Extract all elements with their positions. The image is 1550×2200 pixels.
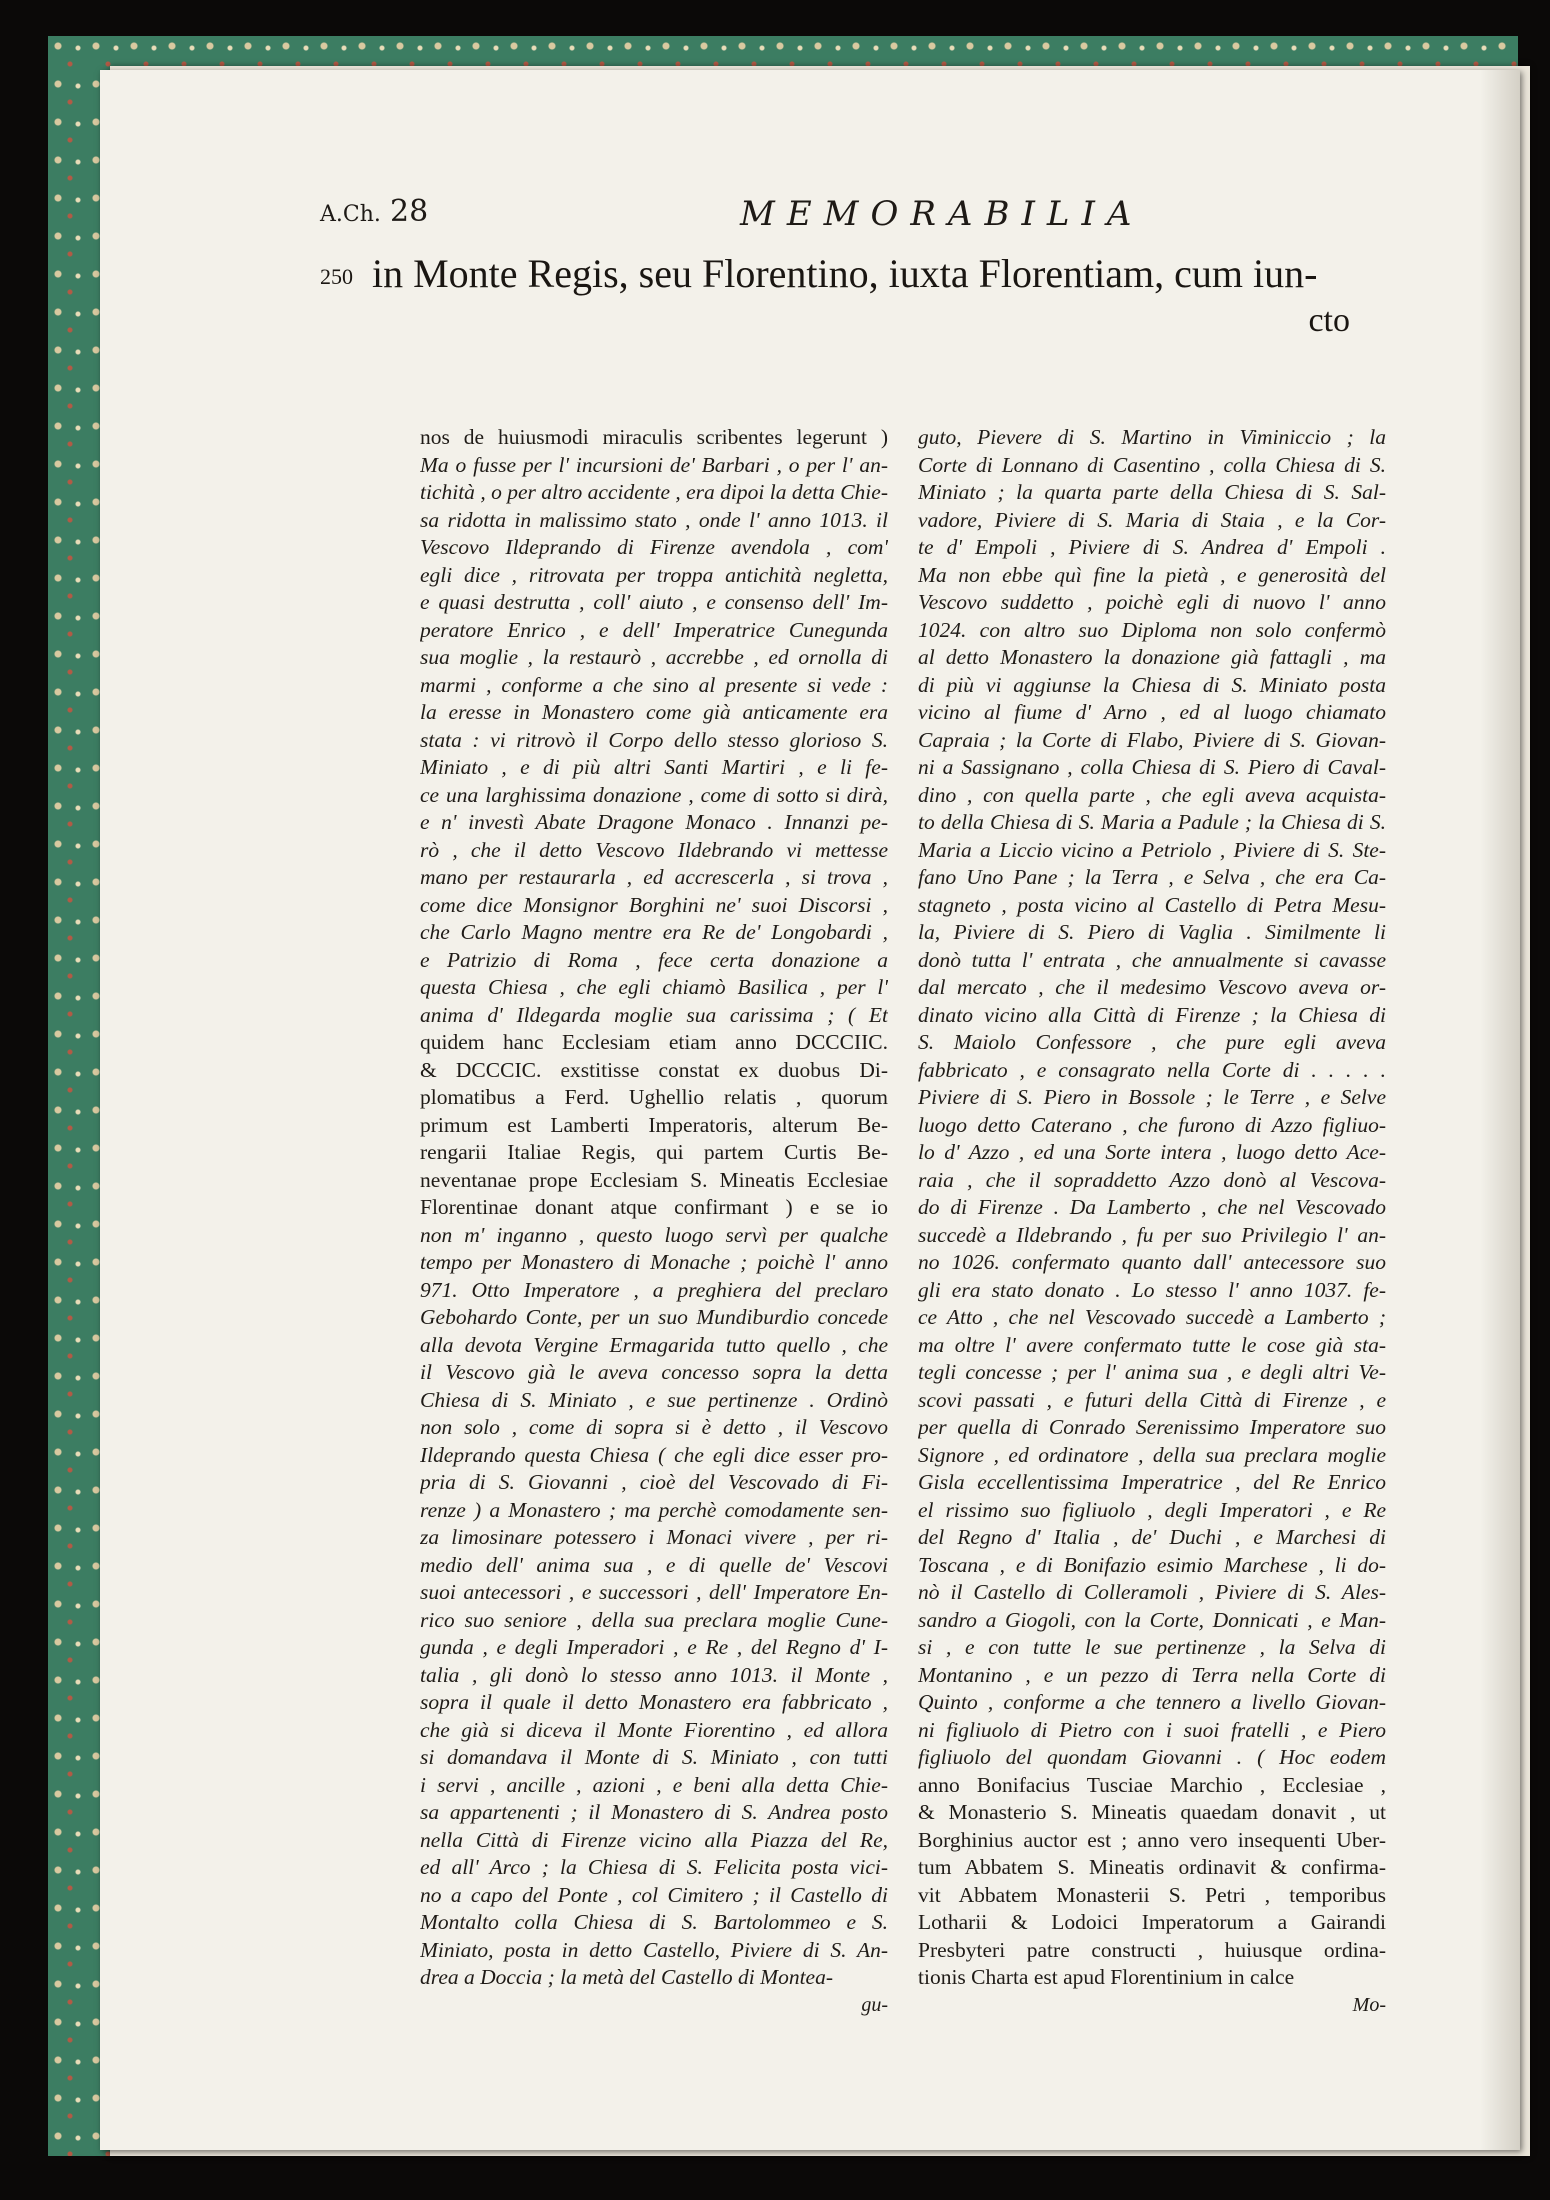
text-line: Borghinius auctor est ; anno vero insequenti Uber- [918,1827,1386,1852]
text-line: anima d' Ildegarda moglie sua carissima ; ( Et [420,1002,888,1027]
text-line: Miniato , e di più altri Santi Martiri , e li fe- [420,755,888,779]
right-column [918,424,1386,2019]
catchword: Mo- [1352,1993,1386,2016]
text-line: Ma non ebbe quì fine la pietà , e generosità del [918,562,1386,587]
text-line: Corte di Lonnano di Casentino , colla Chiesa di S. [918,452,1386,477]
text-line: donò tutta l' entrata , che annualmente si cavasse [918,947,1386,972]
text-line: non m' inganno , questo luogo servì per qualche [420,1222,888,1247]
text-line: Vescovo suddetto , poichè egli di nuovo l' anno [918,590,1386,614]
text-line: tichità , o per altro accidente , era dipoi la detta Chie- [420,480,888,504]
text-line: tempo per Monastero di Monache ; poichè l' anno [420,1250,888,1274]
page-number: 28 [390,194,429,229]
text-line: quidem hanc Ecclesiam etiam anno DCCCIIC. [420,1030,888,1054]
text-line: to della Chiesa di S. Maria a Padule ; la Chiesa di S. [918,810,1386,834]
text-line: & DCCCIC. exstitisse constat ex duobus Di- [420,1057,888,1082]
text-line: el rissimo suo figliuolo , degli Imperatori , e Re [918,1497,1386,1522]
text-line: vit Abbatem Monasterii S. Petri , temporibus [918,1882,1386,1907]
text-line: rico suo seniore , della sua preclara moglie Cune- [420,1607,888,1632]
text-line: stagneto , posta vicino al Castello di Petra Mesu- [918,892,1386,917]
text-line: egli dice , ritrovata per troppa antichità negletta, [420,562,888,587]
text-line: renze ) a Monastero ; ma perchè comodamente sen- [420,1497,888,1522]
text-line: alla devota Vergine Ermagarida tutto quello , che [420,1332,888,1357]
text-line: Capraia ; la Corte di Flabo, Piviere di S. Giovan- [918,727,1386,752]
text-line: ni a Sassignano , colla Chiesa di S. Piero di Caval- [918,755,1386,779]
text-line: sandro a Giogoli, con la Corte, Donnicati , e Man- [918,1607,1386,1632]
text-line: Piviere di S. Piero in Bossole ; le Terre , e Selve [918,1085,1386,1109]
text-line: Montanino , e un pezzo di Terra nella Corte di [918,1662,1386,1687]
text-line: Signore , ed ordinatore , della sua preclara moglie [918,1442,1386,1467]
text-line: e Patrizio di Roma , fece certa donazione a [420,947,888,972]
text-line: primum est Lamberti Imperatoris, alterum Be- [420,1112,888,1137]
text-line: ni figliuolo di Pietro con i suoi fratelli , e Piero [918,1717,1386,1742]
text-line: sa appartenenti ; il Monastero di S. Andrea posto [420,1800,888,1824]
text-line: tegli concesse ; per l' anima sua , e degli altri Ve- [918,1360,1386,1384]
left-column [420,424,888,2019]
text-line: la eresse in Monastero come già anticamente era [420,700,888,724]
text-line: Maria a Liccio vicino a Petriolo , Piviere di S. Ste- [918,837,1386,862]
text-line: Florentinae donant atque confirmant ) e se io [420,1195,888,1219]
text-line: Miniato, posta in detto Castello, Piviere di S. An- [420,1937,888,1962]
text-line: ce una larghissima donazione , come di sotto si dirà, [420,782,888,807]
text-line: fano Uno Pane ; la Terra , e Selva , che era Ca- [918,865,1386,889]
text-line: pria di S. Giovanni , cioè del Vescovado di Fi- [420,1470,888,1494]
text-line: e n' investì Abate Dragone Monaco . Innanzi pe- [420,810,888,834]
text-line: za limosinare potessero i Monaci vivere , per ri- [420,1525,888,1549]
text-line: lo d' Azzo , ed una Sorte intera , luogo detto Ace- [918,1140,1386,1164]
text-line: per quella di Conrado Serenissimo Imperatore suo [918,1415,1386,1439]
text-line: vicino al fiume d' Arno , ed al luogo chiamato [918,700,1386,724]
text-line: dino , con quella parte , che egli aveva acquista- [918,782,1386,807]
catchword: gu- [861,1993,888,2016]
text-line: gunda , e degli Imperadori , e Re , del Regno d' I- [420,1635,888,1659]
text-line: sopra il quale il detto Monastero era fabbricato , [420,1690,888,1714]
text-line: questa Chiesa , che egli chiamò Basilica , per l' [420,975,888,999]
text-line: succedè a Ildebrando , fu per suo Privilegio l' an- [918,1222,1386,1247]
text-line: 971. Otto Imperatore , a preghiera del preclaro [420,1277,888,1302]
title-text: in Monte Regis, seu Florentino, iuxta Florentiam, cum iun- [372,251,1318,296]
text-line: si domandava il Monte di S. Miniato , con tutti [420,1745,888,1769]
text-line: Vescovo Ildeprando di Firenze avendola , com' [420,535,888,559]
text-line: neventanae prope Ecclesiam S. Mineatis Ecclesiae [420,1167,888,1192]
text-line: del Regno d' Italia , de' Duchi , e Marchesi di [918,1525,1386,1549]
text-line: vadore, Piviere di S. Maria di Staia , e la Cor- [918,507,1386,532]
text-line: fabbricato , e consagrato nella Corte di . . . . . [918,1057,1386,1082]
text-line: non solo , come di sopra si è detto , il Vescovo [420,1415,888,1439]
text-line: drea a Doccia ; la metà del Castello di Montea- [420,1965,833,1989]
text-line: come dice Monsignor Borghini ne' suoi Discorsi , [420,892,888,917]
text-line: 1024. con altro suo Diploma non solo confermò [918,617,1386,642]
page-edge-shade [1480,70,1520,2150]
text-line: dinato vicino alla Città di Firenze ; la Chiesa di [918,1002,1386,1027]
title-continuation: cto [1308,302,1350,339]
text-line: S. Maiolo Confessore , che pure egli aveva [918,1030,1386,1054]
text-line: suoi antecessori , e successori , dell' Imperatore En- [420,1580,888,1604]
text-line: raia , che il sopraddetto Azzo donò al Vescova- [918,1167,1386,1192]
text-line: no a capo del Ponte , col Cimitero ; il Castello di [420,1882,888,1907]
text-line: anno Bonifacius Tusciae Marchio , Ecclesiae , [918,1772,1386,1797]
text-line: al detto Monastero la donazione già fattagli , ma [918,645,1386,669]
text-line: marmi , conforme a che sino al presente si vede : [420,672,888,697]
text-line: Gisla eccellentissima Imperatrice , del Re Enrico [918,1470,1386,1494]
text-line: la, Piviere di S. Piero di Vaglia . Similmente li [918,920,1386,944]
text-line: nò il Castello di Colleramoli , Piviere di S. Ales- [918,1580,1386,1604]
text-line: gli era stato donato . Lo stesso l' anno 1037. fe- [918,1277,1386,1302]
page-header [320,194,1350,234]
text-line: Chiesa di S. Miniato , e sue pertinenze . Ordinò [420,1387,888,1412]
text-line: Toscana , e di Bonifazio esimio Marchese , li do- [918,1552,1386,1577]
text-line: rengarii Italiae Regis, qui partem Curtis Be- [420,1140,888,1164]
text-line: e quasi destrutta , coll' aiuto , e consenso dell' Im- [420,590,888,614]
text-line: dal mercato , che il medesimo Vescovo aveva or- [918,975,1386,999]
text-line: Miniato ; la quarta parte della Chiesa di S. Sal- [918,480,1386,504]
text-line: plomatibus a Ferd. Ughellio relatis , quorum [420,1085,888,1109]
text-line: Gebohardo Conte, per un suo Mundiburdio concede [420,1305,888,1329]
text-line: ce Atto , che nel Vescovado succedè a Lamberto ; [918,1305,1386,1329]
text-line: guto, Pievere di S. Martino in Viminiccio ; la [918,425,1386,449]
text-line: sua moglie , la restaurò , accrebbe , ed ornolla di [420,645,888,669]
text-line: che Carlo Magno mentre era Re de' Longobardi , [420,920,888,944]
text-line: tionis Charta est apud Florentinium in calce [918,1965,1295,1989]
text-line: do di Firenze . Da Lamberto , che nel Vescovado [918,1195,1386,1219]
text-line: Presbyteri patre constructi , huiusque ordina- [918,1937,1386,1962]
text-line: Ma o fusse per l' incursioni de' Barbari , o per l' an- [420,452,888,477]
text-line: il Vescovo già le aveva concesso sopra la detta [420,1360,888,1384]
text-line: che già si diceva il Monte Fiorentino , ed allora [420,1717,888,1742]
text-line: Montalto colla Chiesa di S. Bartolommeo e S. [420,1910,888,1934]
margin-year: 250 [320,264,353,289]
text-line: di più vi aggiunse la Chiesa di S. Miniato posta [918,672,1386,697]
text-line: stata : vi ritrovò il Corpo dello stesso glorioso S. [420,727,888,752]
text-line: i servi , ancille , azioni , e beni alla detta Chie- [420,1772,888,1797]
text-line: ed all' Arco ; la Chiesa di S. Felicita posta vici- [420,1855,888,1879]
text-line: te d' Empoli , Piviere di S. Andrea d' Empoli . [918,535,1386,559]
text-line: tum Abbatem S. Mineatis ordinavit & confirma- [918,1855,1386,1879]
text-line: ma oltre l' avere confermato tutte le cose già sta- [918,1332,1386,1357]
text-line: rò , che il detto Vescovo Ildebrando vi mettesse [420,837,888,862]
text-line: no 1026. confermato quanto dall' antecessore suo [918,1250,1386,1274]
text-line: scovi passati , e futuri della Città di Firenze , e [918,1387,1386,1412]
text-line: nella Città di Firenze vicino alla Piazza del Re, [420,1827,888,1852]
text-line: sa ridotta in malissimo stato , onde l' anno 1013. il [420,507,888,532]
text-line: nos de huiusmodi miraculis scribentes legerunt ) [420,425,888,449]
text-line: & Monasterio S. Mineatis quaedam donavit , ut [918,1800,1386,1824]
text-line: Ildeprando questa Chiesa ( che egli dice esser pro- [420,1442,888,1467]
text-line: figliuolo del quondam Giovanni . ( Hoc eodem [918,1745,1386,1769]
margin-label: A.Ch. [320,202,381,227]
text-line: Quinto , conforme a che tennero a livello Giovan- [918,1690,1386,1714]
text-line: talia , gli donò lo stesso anno 1013. il Monte , [420,1662,888,1687]
text-line: medio dell' anima sua , e di quelle de' Vescovi [420,1552,888,1577]
text-line: si , e con tutte le sue pertinenze , la Selva di [918,1635,1386,1659]
text-line: mano per restaurarla , ed accrescerla , si trova , [420,865,888,889]
text-line: luogo detto Caterano , che furono di Azzo figliuo- [918,1112,1386,1137]
running-title: MEMORABILIA [740,194,1144,234]
text-line: Lotharii & Lodoici Imperatorum a Gairandi [918,1910,1386,1934]
text-line: peratore Enrico , e dell' Imperatrice Cunegunda [420,617,888,642]
